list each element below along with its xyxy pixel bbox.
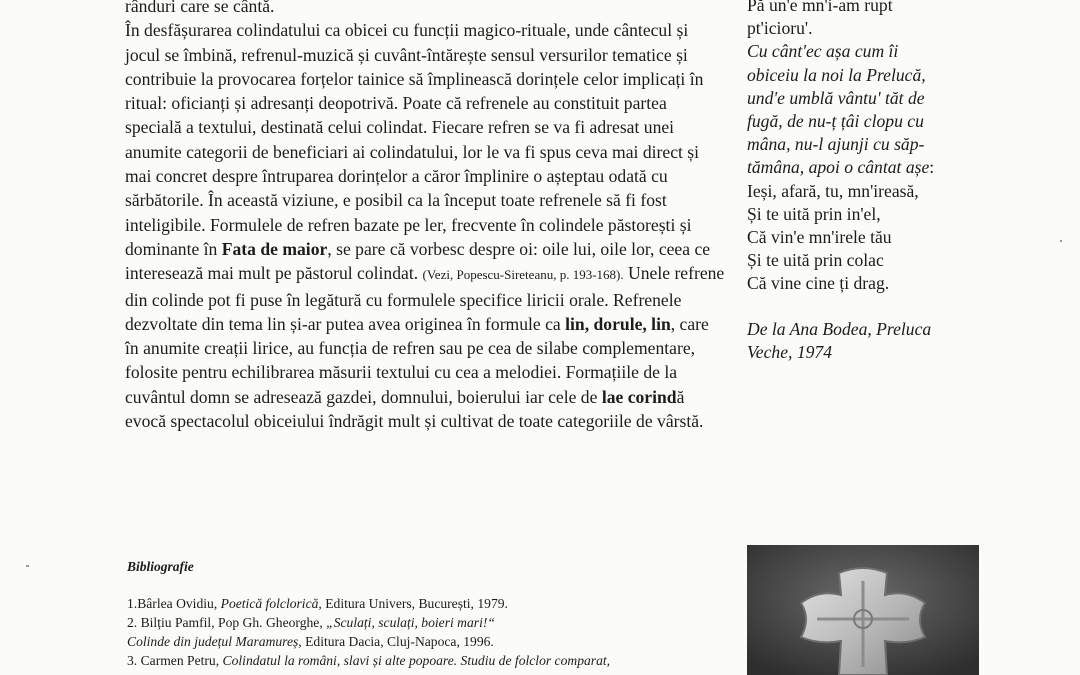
bibliography-entry: 2. Bilțiu Pamfil, Pop Gh. Gheorghe, „Sculați, sculați, boieri mari!“ bbox=[127, 615, 495, 630]
bibliography-entry-continued: Colinde din județul Maramureș, Editura Dacia, Cluj-Napoca, 1996. bbox=[127, 634, 494, 649]
text-run: ă evocă spectacolul obiceiului îndrăgit mult și cultivat de toate categoriile de vârstă. bbox=[125, 386, 704, 432]
bold-phrase: lae corind bbox=[601, 386, 677, 407]
text-run: Unele refrene din colinde pot fi puse în legătură cu formulele specifice liricii orale. Refrenele dezvoltate din tema lin și-ar putea avea originea în formule ca bbox=[125, 263, 725, 334]
verse-line: pt'icioru'. bbox=[747, 18, 813, 39]
bibliography-heading: Bibliografie bbox=[127, 559, 194, 574]
bibliography-entry: 3. Carmen Petru, Colindatul la români, slavi și alte popoare. Studiu de folclor comparat, bbox=[127, 653, 611, 668]
bibliography-list bbox=[127, 594, 727, 670]
stone-cross-icon bbox=[747, 545, 979, 675]
text-run: , se pare că vorbesc despre oi: oile lui, oile lor, ceea ce interesează mai mult pe păstorul colindat. bbox=[125, 238, 711, 284]
colon: : bbox=[929, 157, 935, 178]
bold-title: Fata de maior bbox=[221, 238, 328, 259]
bold-phrase: lin, dorule, lin bbox=[565, 313, 671, 334]
verse-line: Că vin'e mn'irele tău bbox=[747, 227, 892, 248]
verse-line: Pă un'e mn'i-am rupt bbox=[747, 0, 893, 15]
side-column bbox=[747, 0, 972, 364]
scan-speck bbox=[26, 565, 29, 567]
narration-line: und'e umblă vântu' tăt de bbox=[747, 87, 925, 108]
narration-line: fugă, de nu-ț țâi clopu cu bbox=[747, 111, 924, 132]
bibliography-entry: 1.Bârlea Ovidiu, Poetică folclorică, Editura Univers, București, 1979. bbox=[127, 596, 508, 611]
verse-line: Că vine cine ți drag. bbox=[747, 273, 890, 294]
text-run: În desfășurarea colindatului ca obicei cu funcții magico-rituale, unde cântecul și jocul se îmbină, refrenul-muzică și cuvânt-întărește sensul versurilor tematice și contribuie la provocarea forțelor tainice să împlinească dorințele celor implicați în ritual: oficianți și adresanți deopotrivă. Poate că refrenele au constituit partea specială a textului, destinată celui colindat. Fiecare refren se va fi adresat unei anumite categorii de beneficiari ai colindatului, lor le va fi spus ceva mai direct și mai concret despre întruparea dorințelor a căror împlinire o așteptau odată cu sărbătorile. În această viziune, e posibil ca la început toate refrenele să fi fost inteligibile. Formulele de refren bazate pe ler, frecvente în colindele păstorești și dominante în bbox=[125, 20, 704, 259]
article-body bbox=[125, 0, 725, 433]
verse-line: Și te uită prin in'el, bbox=[747, 203, 881, 224]
paragraph-ending bbox=[125, 0, 725, 18]
narration-line: Cu cânt'ec așa cum îi bbox=[747, 41, 899, 62]
spacer bbox=[747, 296, 972, 318]
paragraph-main bbox=[125, 18, 725, 433]
narration-line bbox=[747, 156, 972, 179]
verse-line: Ieși, afară, tu, mn'ireasă, bbox=[747, 180, 919, 201]
verse-line: Și te uită prin colac bbox=[747, 250, 884, 271]
stone-cross-photo bbox=[747, 545, 979, 675]
text-line: rânduri care se cântă. bbox=[125, 0, 275, 16]
source-credit: Veche, 1974 bbox=[747, 341, 833, 362]
reference-note: (Vezi, Popescu-Sireteanu, p. 193-168). bbox=[422, 267, 624, 283]
narration-line: mâna, nu-l ajunji cu săp- bbox=[747, 134, 925, 155]
scan-speck bbox=[1060, 240, 1062, 242]
narration-text: tămâna, apoi o cântat așe bbox=[747, 157, 930, 178]
source-credit: De la Ana Bodea, Preluca bbox=[747, 318, 932, 339]
narration-line: obiceiu la noi la Prelucă, bbox=[747, 64, 926, 85]
text-run: , care în anumite creații lirice, au funcția de refren sau pe cea de silabe complementare, folosite pentru echilibrarea măsurii textului cu cea a melodiei. Formațiile de la cuvântul domn se adresează gazdei, domnului, boierului iar cele de bbox=[125, 313, 709, 407]
